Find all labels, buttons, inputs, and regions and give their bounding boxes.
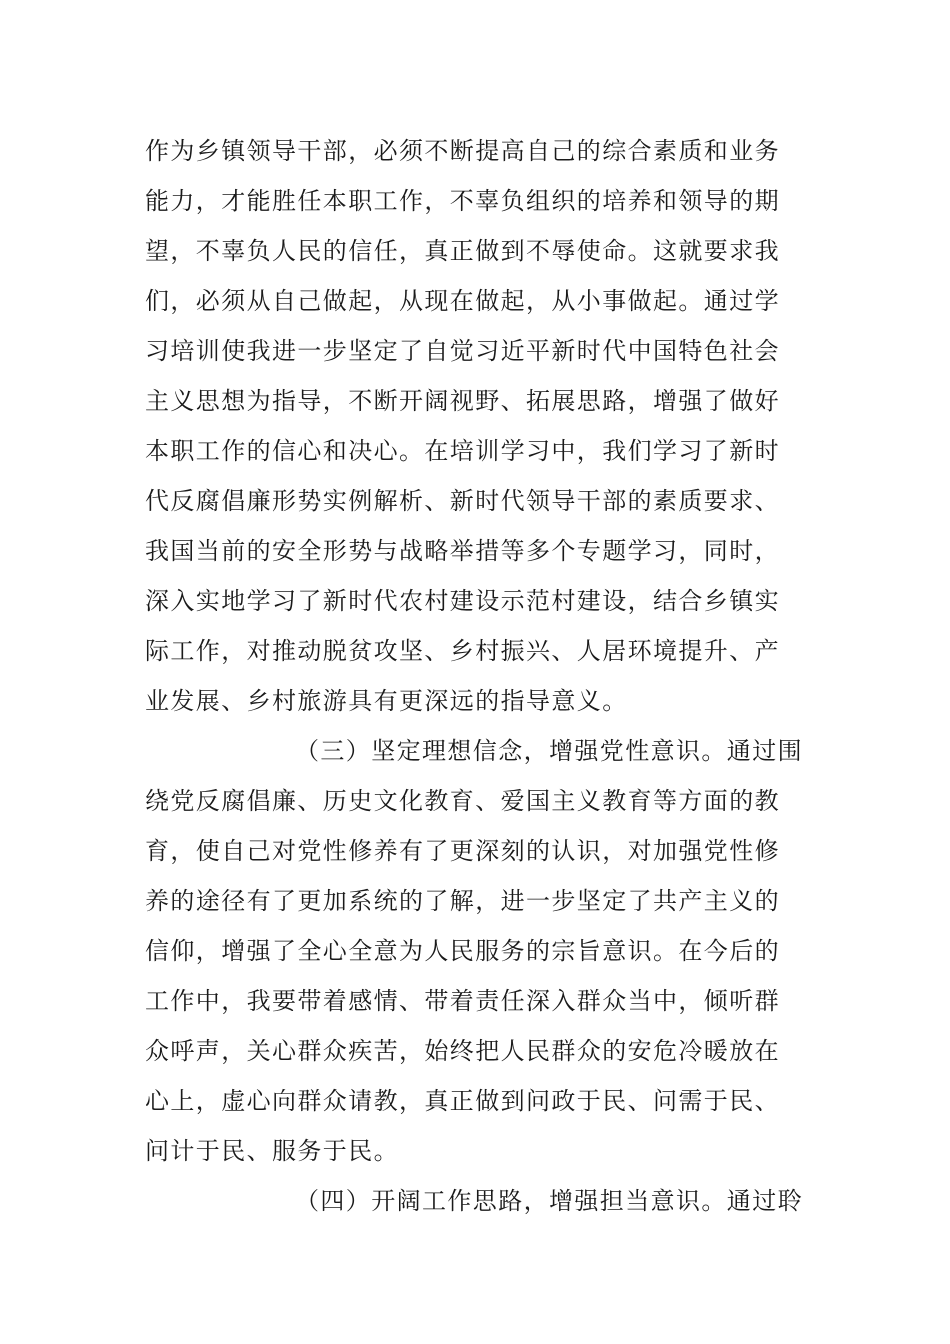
paragraph-1-line-6: 主义思想为指导，不断开阔视野、拓展思路，增强了做好 (145, 387, 780, 415)
paragraph-1-line-12: 业发展、乡村旅游具有更深远的指导意义。 (145, 687, 628, 715)
paragraph-1-line-4: 们，必须从自己做起，从现在做起，从小事做起。通过学 (145, 287, 780, 315)
paragraph-1-line-5: 习培训使我进一步坚定了自觉习近平新时代中国特色社会 (145, 337, 780, 365)
paragraph-2-line-2: 绕党反腐倡廉、历史文化教育、爱国主义教育等方面的教 (145, 787, 780, 815)
paragraph-1-line-11: 际工作，对推动脱贫攻坚、乡村振兴、人居环境提升、产 (145, 637, 780, 665)
paragraph-2-line-5: 信仰，增强了全心全意为人民服务的宗旨意识。在今后的 (145, 937, 780, 965)
paragraph-2-line-9: 问计于民、服务于民。 (145, 1137, 399, 1165)
paragraph-2-line-7: 众呼声，关心群众疾苦，始终把人民群众的安危冷暖放在 (145, 1037, 780, 1065)
paragraph-2-line-1: （三）坚定理想信念，增强党性意识。通过围 (295, 737, 803, 765)
paragraph-1-line-2: 能力，才能胜任本职工作，不辜负组织的培养和领导的期 (145, 187, 780, 215)
body-text (145, 0, 807, 1344)
paragraph-1-line-7: 本职工作的信心和决心。在培训学习中，我们学习了新时 (145, 437, 780, 465)
paragraph-1-line-9: 我国当前的安全形势与战略举措等多个专题学习，同时， (145, 537, 780, 565)
paragraph-2-line-3: 育，使自己对党性修养有了更深刻的认识，对加强党性修 (145, 837, 780, 865)
paragraph-1-line-3: 望，不辜负人民的信任，真正做到不辱使命。这就要求我 (145, 237, 780, 265)
paragraph-1-line-10: 深入实地学习了新时代农村建设示范村建设，结合乡镇实 (145, 587, 780, 615)
paragraph-1-line-1: 作为乡镇领导干部，必须不断提高自己的综合素质和业务 (145, 137, 780, 165)
paragraph-1-line-8: 代反腐倡廉形势实例解析、新时代领导干部的素质要求、 (145, 487, 780, 515)
paragraph-2-line-4: 养的途径有了更加系统的了解，进一步坚定了共产主义的 (145, 887, 780, 915)
paragraph-3-line-1: （四）开阔工作思路，增强担当意识。通过聆 (295, 1187, 803, 1215)
paragraph-2-line-8: 心上，虚心向群众请教，真正做到问政于民、问需于民、 (145, 1087, 780, 1115)
paragraph-2-line-6: 工作中，我要带着感情、带着责任深入群众当中，倾听群 (145, 987, 780, 1015)
